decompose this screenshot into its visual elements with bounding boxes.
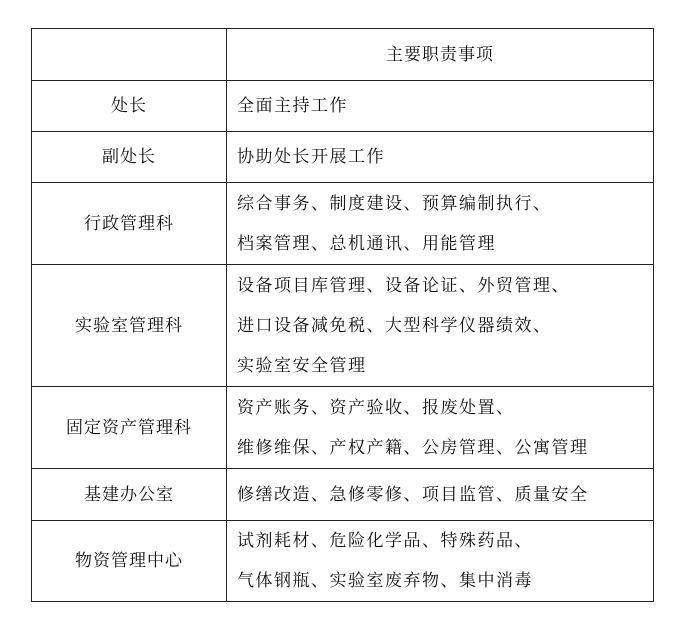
duty-line: 进口设备减免税、大型科学仪器绩效、 [237, 315, 552, 336]
duty-line: 全面主持工作 [237, 96, 348, 116]
duty-line: 试剂耗材、危险化学品、特殊药品、 [237, 531, 533, 551]
department-cell: 基建办公室 [32, 469, 227, 521]
duty-cell [227, 81, 654, 132]
department-cell: 行政管理科 [32, 183, 227, 265]
duty-line: 修缮改造、急修零修、项目监管、质量安全 [237, 484, 589, 505]
duty-line: 资产账务、资产验收、报废处置、 [237, 397, 515, 418]
duty-cell [227, 265, 654, 387]
department-cell: 副处长 [32, 132, 227, 183]
table-row-lab-section [32, 265, 654, 387]
duty-line: 综合事务、制度建设、预算编制执行、 [237, 193, 552, 214]
table-row-assets-section [32, 387, 654, 469]
header-duties-cell: 主要职责事项 [227, 29, 654, 81]
table-header-row [32, 29, 654, 81]
duty-cell [227, 469, 654, 521]
table-row-deputy-director [32, 132, 654, 183]
department-cell: 处长 [32, 81, 227, 132]
duty-line: 设备项目库管理、设备论证、外贸管理、 [237, 275, 570, 296]
duty-line: 实验室安全管理 [237, 355, 367, 376]
department-cell: 物资管理中心 [32, 521, 227, 602]
table-row-admin-section [32, 183, 654, 265]
table-row-construction-office [32, 469, 654, 521]
duty-cell [227, 387, 654, 469]
duty-line: 档案管理、总机通讯、用能管理 [237, 233, 496, 254]
department-cell: 固定资产管理科 [32, 387, 227, 469]
duty-cell [227, 521, 654, 602]
duty-cell [227, 183, 654, 265]
duty-line: 维修维保、产权产籍、公房管理、公寓管理 [237, 437, 589, 458]
duty-table [31, 28, 654, 602]
header-department-cell [32, 29, 227, 81]
department-cell: 实验室管理科 [32, 265, 227, 387]
table-row-materials-center [32, 521, 654, 602]
table-row-director [32, 81, 654, 132]
duty-line: 气体钢瓶、实验室废弃物、集中消毒 [237, 571, 533, 591]
duty-cell [227, 132, 654, 183]
duty-line: 协助处长开展工作 [237, 147, 385, 167]
